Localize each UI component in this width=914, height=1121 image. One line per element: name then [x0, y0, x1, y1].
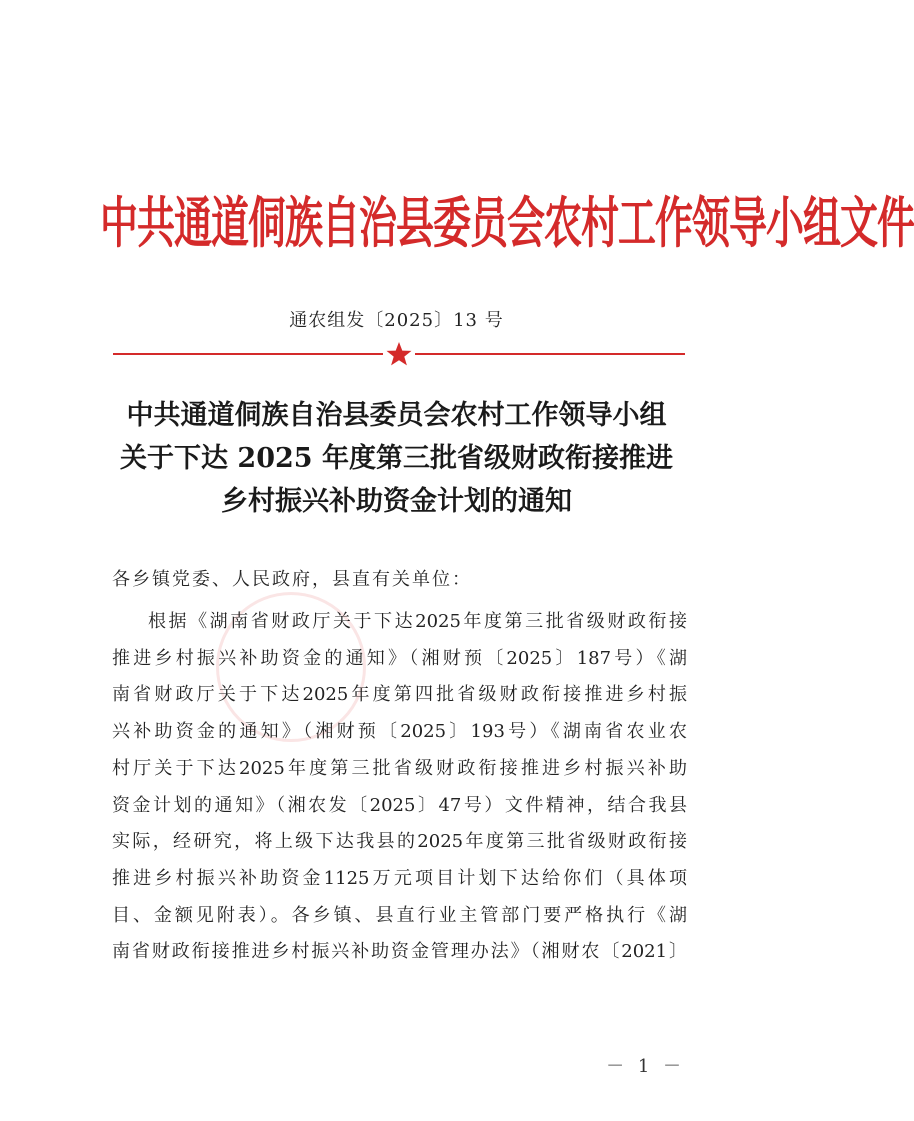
body-line-10: 南省财政衔接推进乡村振兴补助资金管理办法》（湘财农〔2021〕	[112, 941, 687, 963]
body-line-9: 目、金额见附表）。各乡镇、县直行业主管部门要严格执行《湖	[112, 904, 687, 926]
title-line-2: 关于下达 2025 年度第三批省级财政衔接推进	[120, 443, 673, 474]
page-number: － 1 －	[606, 1056, 685, 1077]
issuer-title-header: 中共通道侗族自治县委员会农村工作领导小组文件	[100, 191, 914, 255]
body-paragraph	[112, 604, 687, 971]
title-line-3: 乡村振兴补助资金计划的通知	[221, 486, 572, 517]
body-line-6: 资金计划的通知》（湘农发〔2025〕47号）文件精神，结合我县	[112, 794, 687, 816]
divider-line-left	[113, 353, 383, 355]
star-icon	[385, 342, 413, 366]
body-line-5: 村厅关于下达2025年度第三批省级财政衔接推进乡村振兴补助	[112, 757, 687, 779]
body-line-2: 推进乡村振兴补助资金的通知》（湘财预〔2025〕187号）《湖	[112, 647, 687, 669]
red-divider	[113, 342, 685, 366]
body-line-8: 推进乡村振兴补助资金1125万元项目计划下达给你们（具体项	[112, 867, 687, 889]
body-line-1: 根据《湖南省财政厅关于下达2025年度第三批省级财政衔接	[148, 611, 687, 632]
divider-line-right	[415, 353, 685, 355]
document-title	[90, 394, 703, 523]
body-line-7: 实际，经研究，将上级下达我县的2025年度第三批省级财政衔接	[112, 831, 687, 853]
body-line-3: 南省财政厅关于下达2025年度第四批省级财政衔接推进乡村振	[112, 684, 687, 706]
body-line-4: 兴补助资金的通知》（湘财预〔2025〕193号）《湖南省农业农	[112, 721, 687, 743]
title-line-1: 中共通道侗族自治县委员会农村工作领导小组	[126, 400, 667, 431]
document-number: 通农组发〔2025〕13 号	[289, 310, 504, 331]
addressee-line: 各乡镇党委、人民政府，县直有关单位：	[112, 569, 472, 590]
